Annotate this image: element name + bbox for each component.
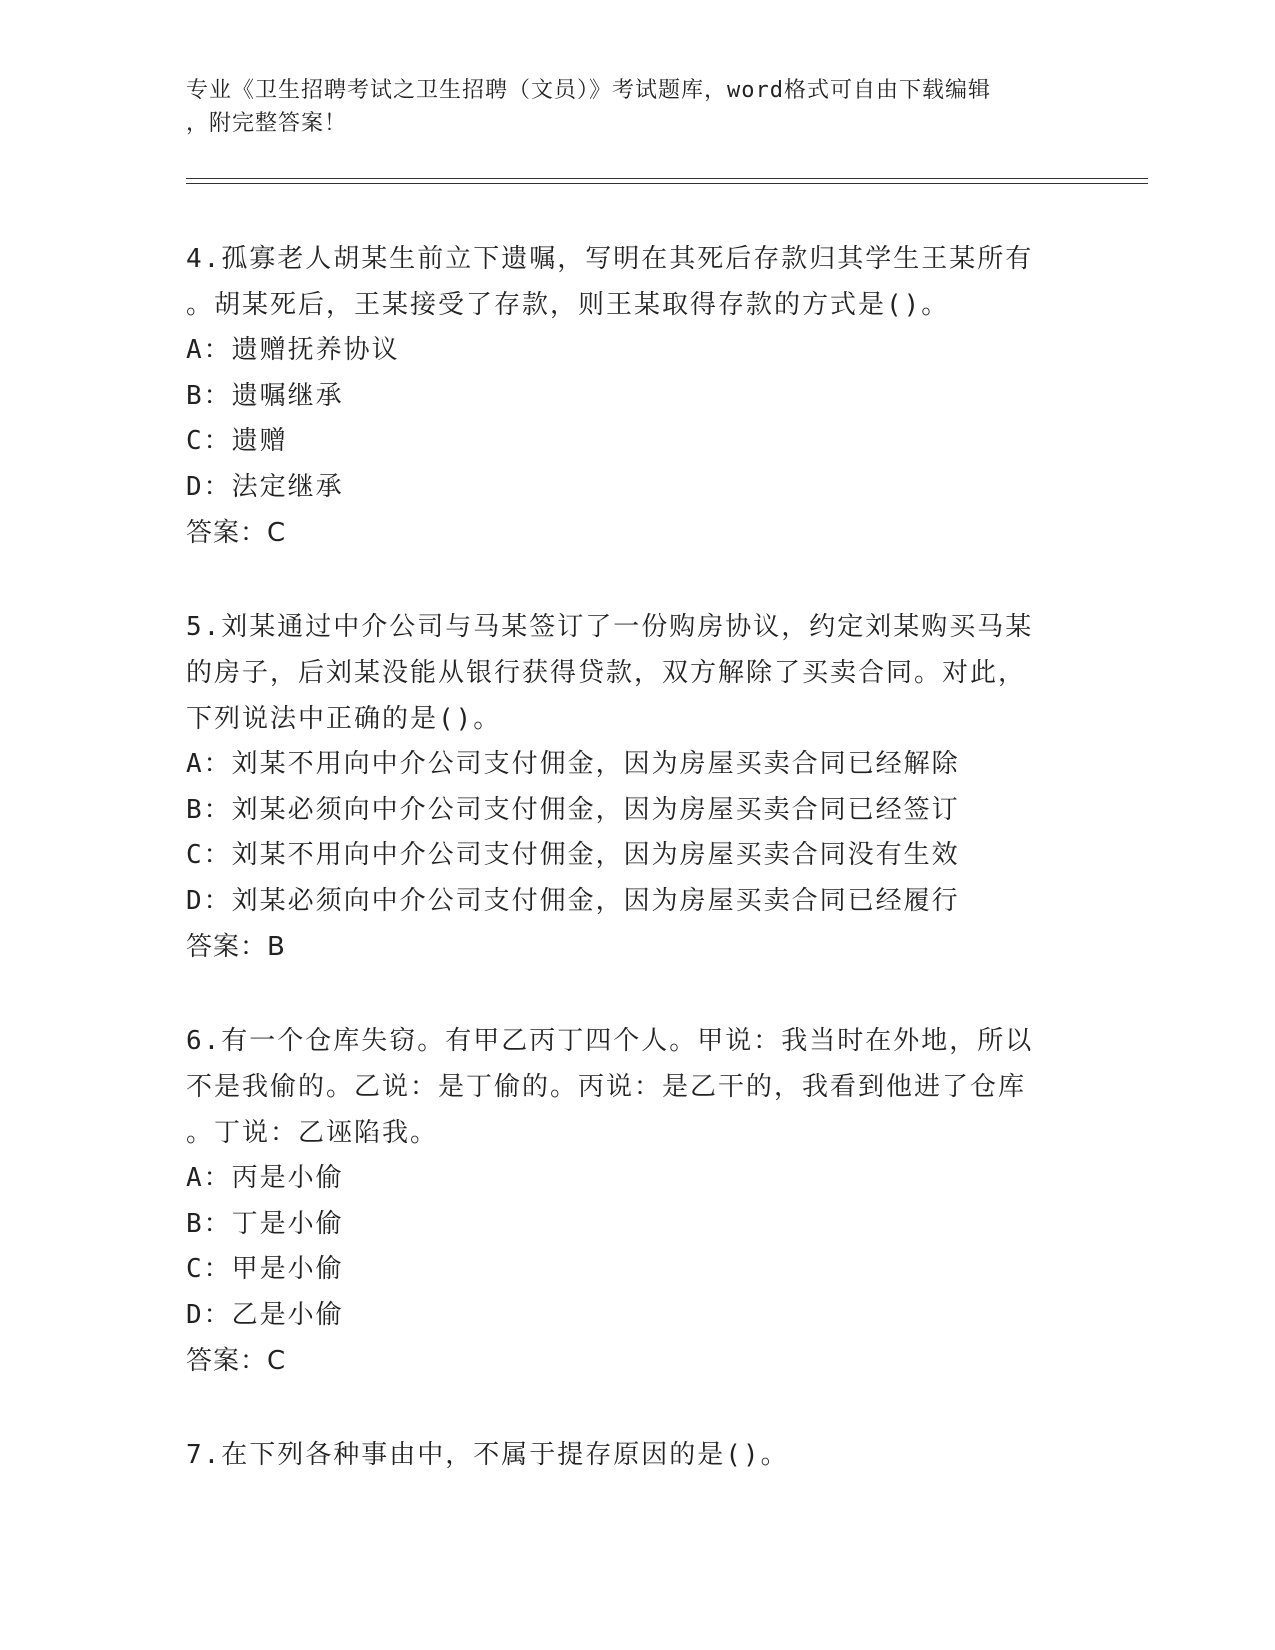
option-a: A：刘某不用向中介公司支付佣金，因为房屋买卖合同已经解除 bbox=[186, 749, 960, 779]
header-divider-top bbox=[186, 178, 1148, 179]
question-4 bbox=[186, 236, 1086, 556]
question-text-line: 7.在下列各种事由中，不属于提存原因的是()。 bbox=[186, 1440, 789, 1470]
question-5 bbox=[186, 604, 1086, 970]
question-text-line: 。胡某死后，王某接受了存款，则王某取得存款的方式是()。 bbox=[186, 290, 950, 320]
question-text-line: 下列说法中正确的是()。 bbox=[186, 704, 502, 734]
question-7 bbox=[186, 1432, 1086, 1478]
question-text-line: 6.有一个仓库失窃。有甲乙丙丁四个人。甲说：我当时在外地，所以 bbox=[186, 1026, 1034, 1056]
option-a: A：遗赠抚养协议 bbox=[186, 335, 400, 365]
answer-label: 答案：B bbox=[186, 932, 286, 962]
option-c: C：甲是小偷 bbox=[186, 1254, 344, 1284]
option-d: D：刘某必须向中介公司支付佣金，因为房屋买卖合同已经履行 bbox=[186, 885, 960, 916]
question-text-line: 4.孤寡老人胡某生前立下遗嘱，写明在其死后存款归其学生王某所有 bbox=[186, 244, 1034, 274]
header-divider-bottom bbox=[186, 183, 1148, 184]
question-text-line: 。丁说：乙诬陷我。 bbox=[186, 1118, 439, 1148]
question-6 bbox=[186, 1018, 1086, 1384]
option-b: B：遗嘱继承 bbox=[186, 380, 344, 411]
question-text-line: 5.刘某通过中介公司与马某签订了一份购房协议，约定刘某购买马某 bbox=[186, 612, 1034, 642]
option-d: D：法定继承 bbox=[186, 471, 344, 502]
option-d: D：乙是小偷 bbox=[186, 1299, 344, 1330]
option-c: C：遗赠 bbox=[186, 426, 288, 456]
option-c: C：刘某不用向中介公司支付佣金，因为房屋买卖合同没有生效 bbox=[186, 840, 960, 870]
answer-label: 答案：C bbox=[186, 1346, 287, 1376]
option-a: A：丙是小偷 bbox=[186, 1163, 344, 1193]
header-line-2: ，附完整答案！ bbox=[186, 111, 348, 136]
question-text-line: 的房子，后刘某没能从银行获得贷款，双方解除了买卖合同。对此， bbox=[186, 658, 1027, 688]
option-b: B：丁是小偷 bbox=[186, 1208, 344, 1239]
option-b: B：刘某必须向中介公司支付佣金，因为房屋买卖合同已经签订 bbox=[186, 794, 960, 825]
document-header bbox=[186, 74, 1066, 140]
answer-label: 答案：C bbox=[186, 518, 287, 548]
header-line-1: 专业《卫生招聘考试之卫生招聘（文员）》考试题库，word格式可自由下载编辑 bbox=[186, 78, 991, 103]
question-list bbox=[186, 236, 1086, 1478]
question-text-line: 不是我偷的。乙说：是丁偷的。丙说：是乙干的，我看到他进了仓库 bbox=[186, 1072, 1027, 1102]
